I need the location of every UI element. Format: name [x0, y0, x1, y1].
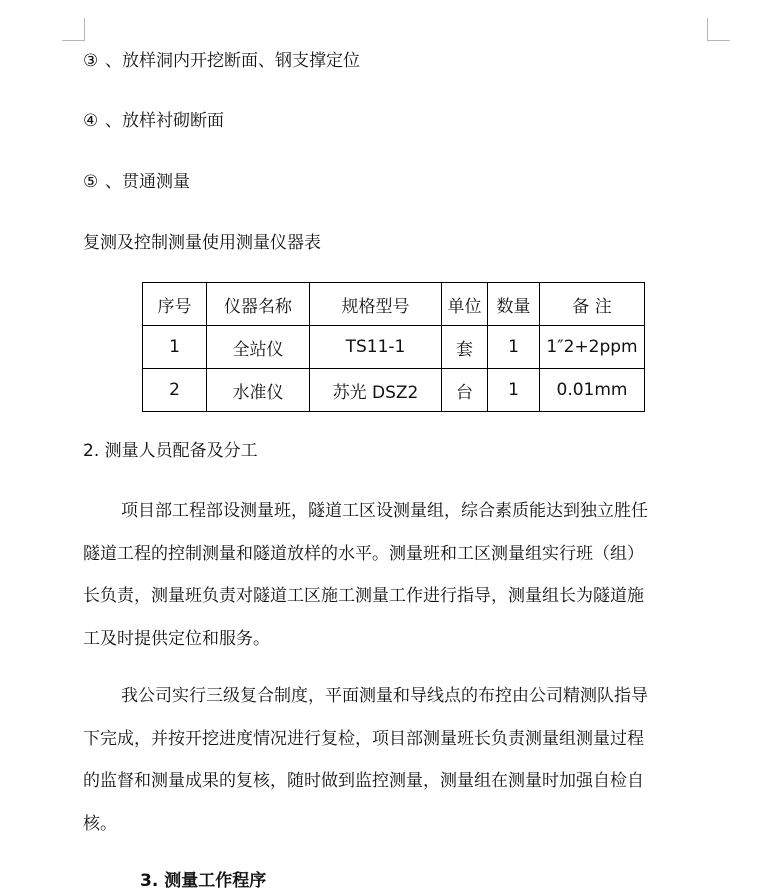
- list-item-text: 、贯通测量: [105, 172, 190, 192]
- table-cell: 0.01mm: [540, 369, 645, 412]
- paragraph-line: 项目部工程部设测量班，隧道工区设测量组，综合素质能达到独立胜任: [121, 501, 648, 521]
- table-cell: 1″2+2ppm: [540, 326, 645, 369]
- header-cell: 单位: [442, 283, 488, 326]
- paragraph-line: 隧道工程的控制测量和隧道放样的水平。测量班和工区测量组实行班（组）: [83, 543, 644, 564]
- circled-number: ③: [83, 51, 99, 71]
- instrument-table: [142, 282, 645, 412]
- paragraph: [83, 675, 703, 845]
- table-cell: 1: [488, 326, 540, 369]
- partial-heading-clip: [0, 862, 781, 891]
- table-cell: 台: [442, 369, 488, 412]
- page-corner-mark-left: [62, 18, 85, 41]
- list-item: [83, 110, 224, 132]
- table-cell: 1: [143, 326, 207, 369]
- table-cell: TS11-1: [310, 326, 442, 369]
- list-item-text: 、放样洞内开挖断面、钢支撑定位: [105, 51, 360, 71]
- table-cell: 2: [143, 369, 207, 412]
- paragraph-line: 下完成，并按开挖进度情况进行复检，项目部测量班长负责测量组测量过程: [83, 728, 644, 749]
- table-cell: 套: [442, 326, 488, 369]
- paragraph: [83, 490, 703, 660]
- paragraph-line: 的监督和测量成果的复核，随时做到监控测量，测量组在测量时加强自检自: [83, 771, 644, 791]
- header-cell: 数量: [488, 283, 540, 326]
- header-cell: 备 注: [540, 283, 645, 326]
- table-caption: 复测及控制测量使用测量仪器表: [83, 233, 321, 253]
- partial-heading: 3. 测量工作程序: [140, 871, 267, 891]
- paragraph-line: 我公司实行三级复合制度，平面测量和导线点的布控由公司精测队指导: [121, 686, 648, 706]
- table-cell: 苏光 DSZ2: [310, 369, 442, 412]
- list-item: [83, 50, 360, 72]
- table-cell: 全站仪: [207, 326, 310, 369]
- header-cell: 序号: [143, 283, 207, 326]
- header-cell: 仪器名称: [207, 283, 310, 326]
- circled-number: ④: [83, 111, 99, 131]
- list-item: [83, 171, 190, 193]
- table-row: [143, 369, 645, 412]
- paragraph-line: 核。: [83, 813, 117, 834]
- circled-number: ⑤: [83, 172, 99, 192]
- table-cell: 1: [488, 369, 540, 412]
- header-cell: 规格型号: [310, 283, 442, 326]
- paragraph-line: 长负责，测量班负责对隧道工区施工测量工作进行指导，测量组长为隧道施: [83, 586, 644, 606]
- table-header-row: [143, 283, 645, 326]
- table-cell: 水准仪: [207, 369, 310, 412]
- table-row: [143, 326, 645, 369]
- list-item-text: 、放样衬砌断面: [105, 111, 224, 131]
- paragraph-line: 工及时提供定位和服务。: [83, 628, 270, 649]
- section-heading: 2. 测量人员配备及分工: [83, 441, 258, 461]
- page-corner-mark-right: [707, 18, 730, 41]
